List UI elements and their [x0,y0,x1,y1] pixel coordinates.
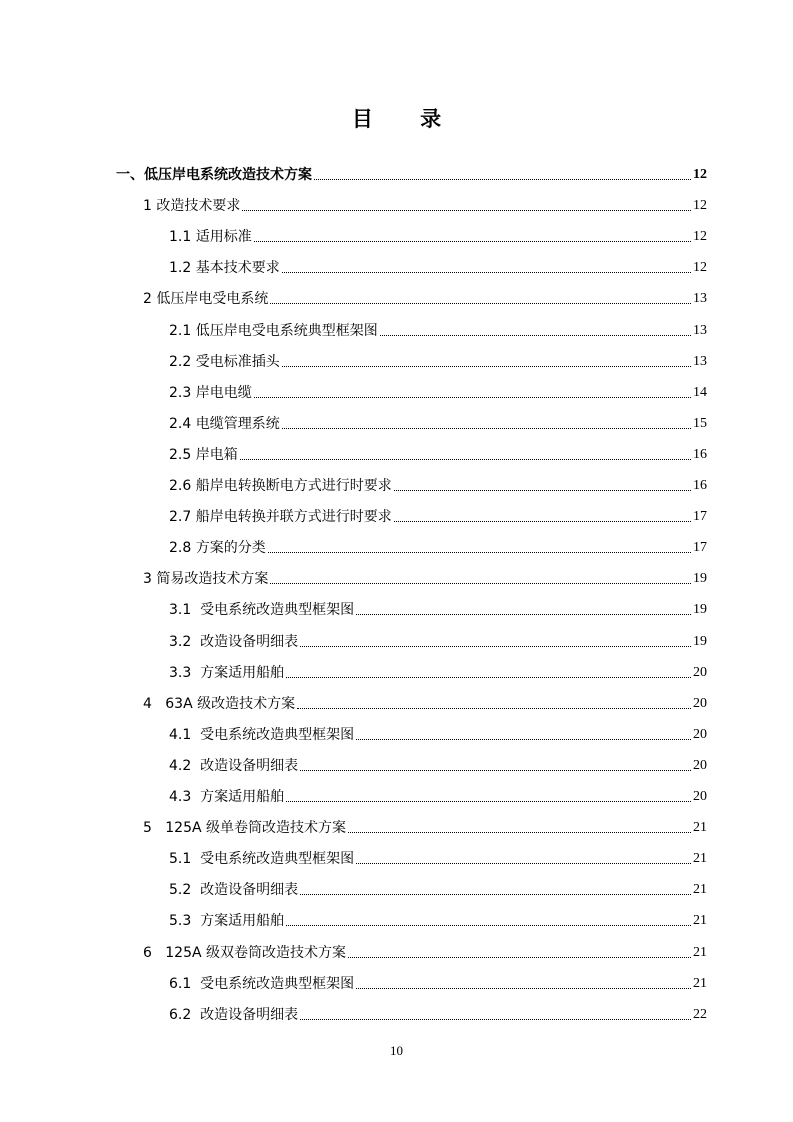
toc-dot-leader [380,334,691,336]
toc-entry-label: 1.1 适用标准 [169,229,252,246]
toc-entry-page: 20 [693,726,707,742]
toc-dot-leader [356,613,691,615]
toc-entry-label: 3.3 方案适用船舶 [169,664,285,681]
toc-entry-label: 2.8 方案的分类 [169,540,266,557]
toc-dot-leader [286,924,691,926]
toc-entry-page: 22 [693,1006,707,1022]
toc-entry[interactable] [169,318,707,340]
toc-dot-leader [356,862,691,864]
toc-entry-page: 21 [693,944,707,960]
toc-entry-page: 12 [693,260,707,276]
toc-entry-label: 2.5 岸电箱 [169,446,238,463]
toc-entry-page: 20 [693,695,707,711]
toc-dot-leader [270,582,691,584]
toc-dot-leader [242,209,691,211]
toc-entry-label: 1 改造技术要求 [143,198,241,215]
toc-entry[interactable] [143,815,707,837]
toc-entry[interactable] [169,784,707,806]
toc-entry-label: 5 125A 级单卷筒改造技术方案 [143,820,347,837]
toc-entry-label: 2.1 低压岸电受电系统典型框架图 [169,322,378,339]
toc-entry-label: 6.1 受电系统改造典型框架图 [169,975,355,992]
toc-entry-page: 20 [693,789,707,804]
toc-dot-leader [394,489,691,491]
toc-title: 目 录 [351,107,462,131]
toc-dot-leader [240,458,691,460]
toc-entry-label: 5.3 方案适用船舶 [169,913,285,930]
toc-entry[interactable] [169,504,707,526]
toc-entry[interactable] [169,255,707,277]
toc-entry[interactable] [169,660,707,682]
toc-entry-page: 13 [693,353,707,369]
toc-entry-label: 4.2 改造设备明细表 [169,757,299,774]
toc-entry[interactable] [116,162,707,184]
toc-entry[interactable] [169,908,707,930]
toc-dot-leader [300,645,691,647]
toc-entry[interactable] [169,535,707,557]
toc-entry-page: 19 [693,602,707,618]
toc-entry-page: 21 [693,851,707,867]
toc-entry-label: 2 低压岸电受电系统 [143,291,269,308]
toc-dot-leader [314,178,691,180]
toc-entry-label: 6 125A 级双卷筒改造技术方案 [143,944,347,961]
toc-entry[interactable] [169,224,707,246]
toc-entry-page: 16 [693,446,707,462]
toc-entry[interactable] [169,971,707,993]
toc-entry-label: 3.2 改造设备明细表 [169,633,299,650]
toc-entry-page: 17 [693,540,707,556]
toc-entry[interactable] [169,349,707,371]
toc-entry-page: 13 [693,322,707,338]
toc-dot-leader [300,893,691,895]
toc-entry-page: 21 [693,820,707,836]
toc-dot-leader [348,956,691,958]
toc-dot-leader [297,707,691,709]
toc-entry-page: 16 [693,478,707,493]
toc-entry[interactable] [169,597,707,619]
toc-entry-label: 2.4 电缆管理系统 [169,415,280,432]
toc-entry-page: 21 [693,882,707,898]
page-number: 10 [390,1043,403,1058]
toc-entry-page: 12 [693,167,707,182]
toc-dot-leader [254,396,691,398]
toc-entry-label: 2.6 船岸电转换断电方式进行时要求 [169,478,392,494]
toc-entry-label: 3 简易改造技术方案 [143,571,269,588]
toc-dot-leader [282,365,691,367]
toc-entry[interactable] [169,1002,707,1024]
toc-entry-page: 20 [693,757,707,773]
toc-dot-leader [300,769,691,771]
toc-entry-page: 15 [693,415,707,431]
toc-entry[interactable] [143,193,707,215]
toc-dot-leader [394,520,691,522]
toc-entry[interactable] [169,442,707,464]
toc-entry[interactable] [169,846,707,868]
toc-entry[interactable] [169,629,707,651]
toc-dot-leader [348,831,691,833]
toc-entry-page: 20 [693,664,707,680]
toc-dot-leader [270,302,691,304]
toc-entry-page: 12 [693,198,707,214]
toc-entry-label: 4.3 方案适用船舶 [169,789,285,805]
toc-dot-leader [300,1018,691,1020]
toc-entry-label: 5.2 改造设备明细表 [169,882,299,899]
toc-entry[interactable] [143,566,707,588]
toc-entry[interactable] [169,380,707,402]
toc-entry-label: 3.1 受电系统改造典型框架图 [169,602,355,619]
toc-dot-leader [282,271,691,273]
toc-dot-leader [254,240,691,242]
toc-dot-leader [268,551,691,553]
toc-dot-leader [282,427,691,429]
toc-entry[interactable] [143,940,707,962]
toc-entry-label: 2.2 受电标准插头 [169,353,280,370]
toc-entry[interactable] [169,411,707,433]
toc-entry-label: 4.1 受电系统改造典型框架图 [169,726,355,743]
toc-entry-page: 21 [693,913,707,929]
toc-entry-page: 13 [693,291,707,307]
toc-entry-page: 14 [693,384,707,400]
toc-entry-page: 12 [693,229,707,245]
toc-entry-page: 21 [693,975,707,991]
toc-entry-page: 19 [693,633,707,649]
toc-entry[interactable] [143,691,707,713]
toc-entry-label: 一、低压岸电系统改造技术方案 [116,167,312,183]
toc-dot-leader [286,800,691,802]
toc-entry-label: 1.2 基本技术要求 [169,260,280,277]
toc-dot-leader [286,676,691,678]
toc-dot-leader [356,987,691,989]
toc-entry[interactable] [143,286,707,308]
toc-entry[interactable] [169,753,707,775]
toc-entry-label: 2.3 岸电电缆 [169,384,252,401]
toc-entry[interactable] [169,877,707,899]
toc-entry-label: 6.2 改造设备明细表 [169,1006,299,1023]
toc-entry-page: 19 [693,571,707,587]
toc-entry-page: 17 [693,509,707,525]
toc-entry-label: 2.7 船岸电转换并联方式进行时要求 [169,509,392,526]
toc-entry-label: 4 63A 级改造技术方案 [143,695,296,712]
toc-entry[interactable] [169,722,707,744]
toc-entry[interactable] [169,473,707,495]
toc-entry-label: 5.1 受电系统改造典型框架图 [169,851,355,868]
toc-dot-leader [356,738,691,740]
